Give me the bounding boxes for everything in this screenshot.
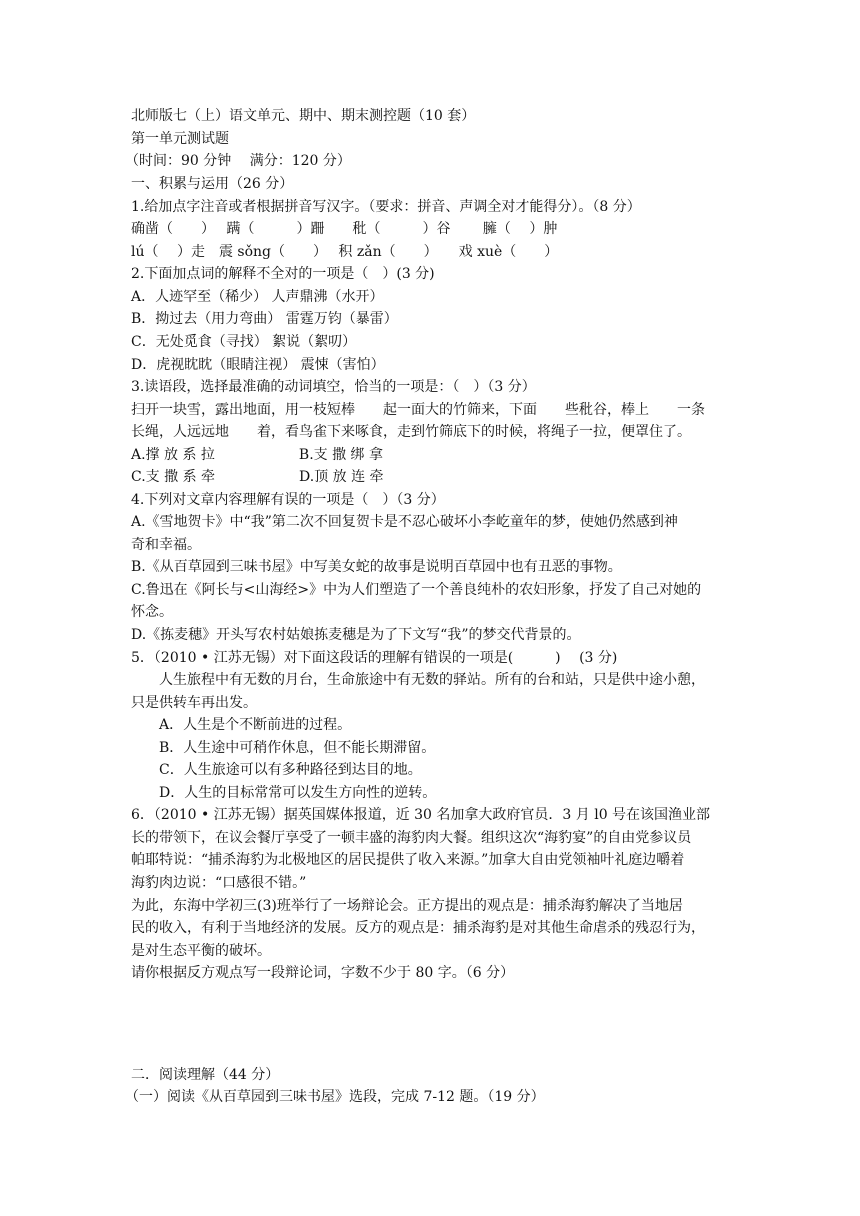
reading-subheading: （一）阅读《从百草园到三味书屋》选段，完成 7-12 题。（19 分） <box>125 1089 545 1105</box>
question-6-prompt: 请你根据反方观点写一段辩论词，字数不少于 80 字。（6 分） <box>131 965 515 981</box>
option: B．拗过去（用力弯曲） 雷霆万钧（暴雷） <box>131 311 398 327</box>
option: D.《拣麦穗》开头写农村姑娘拣麦穗是为了下文写“我”的梦交代背景的。 <box>131 627 581 643</box>
question-2: 2.下面加点词的解释不全对的一项是（ ）(3 分) <box>131 266 435 282</box>
passage-line: 民的收入，有利于当地经济的发展。反方的观点是：捕杀海豹是对其他生命虐杀的残忍行为， <box>131 920 705 936</box>
option: A．人生是个不断前进的过程。 <box>131 717 352 733</box>
section-heading: 二．阅读理解（44 分） <box>131 1067 280 1083</box>
passage-line: 只是供转车再出发。 <box>131 695 257 711</box>
option: D．虎视眈眈（眼睛注视） 震悚（害怕） <box>131 357 385 373</box>
passage-line: 是对生态平衡的破坏。 <box>131 943 271 959</box>
question-1-line: 确凿（ ） 蹒（ ）跚 秕（ ）谷 臃（ ）肿 <box>131 221 558 237</box>
option: B．人生途中可稍作休息，但不能长期滞留。 <box>131 740 436 756</box>
question-5: 5．（2010 • 江苏无锡）对下面这段话的理解有错误的一项是( ) (3 分) <box>131 650 618 666</box>
option: A.《雪地贺卡》中“我”第二次不回复贺卡是不忍心破坏小李屹童年的梦，使她仍然感到神 <box>131 514 678 530</box>
option: B.《从百草园到三味书屋》中写美女蛇的故事是说明百草园中也有丑恶的事物。 <box>131 559 622 575</box>
passage-line: 扫开一块雪，露出地面，用一枝短棒 起一面大的竹筛来，下面 些秕谷，棒上 一条 <box>131 402 705 418</box>
passage-line: 人生旅程中有无数的月台，生命旅途中有无数的驿站。所有的台和站，只是供中途小憩， <box>131 672 705 688</box>
unit-title: 第一单元测试题 <box>131 131 229 147</box>
exam-time: （时间：90 分钟 满分：120 分） <box>125 153 351 169</box>
option: 奇和幸福。 <box>131 537 201 553</box>
section-heading: 一、积累与运用（26 分） <box>131 176 294 192</box>
option: A.撑 放 系 拉 B.支 撒 绑 拿 <box>131 447 383 463</box>
option: D．人生的目标常常可以发生方向性的逆转。 <box>131 785 437 801</box>
passage-line: 海豹肉边说：“口感很不错。” <box>131 875 307 891</box>
passage-line: 长的带领下，在议会餐厅享受了一顿丰盛的海豹肉大餐。组织这次“海豹宴”的自由党参议员 <box>131 830 692 846</box>
question-4: 4.下列对文章内容理解有误的一项是（ ）（3 分） <box>131 492 445 508</box>
passage-line: 为此，东海中学初三(3)班举行了一场辩论会。正方提出的观点是：捕杀海豹解决了当地居 <box>131 898 683 914</box>
question-6: 6．（2010 • 江苏无锡）据英国媒体报道，近 30 名加拿大政府官员．3 月 l0 号在该国渔业部 <box>131 807 711 823</box>
question-1: 1.给加点字注音或者根据拼音写汉字。（要求：拼音、声调全对才能得分）。（8 分） <box>131 199 641 215</box>
option: C．人生旅途可以有多种路径到达目的地。 <box>131 762 422 778</box>
question-1-line: lú（ ）走 震 sǒng（ ） 积 zǎn（ ） 戏 xuè（ ） <box>131 244 559 260</box>
option: C.支 撒 系 牵 D.顶 放 连 牵 <box>131 469 384 485</box>
option: C.鲁迅在《阿长与<山海经>》中为人们塑造了一个善良纯朴的农妇形象，抒发了自己对她的 <box>131 582 702 598</box>
passage-line: 长绳，人远远地 着，看鸟雀下来啄食，走到竹筛底下的时候，将绳子一拉，便罩住了。 <box>131 424 691 440</box>
option: 怀念。 <box>131 604 173 620</box>
question-3: 3.读语段，选择最准确的动词填空，恰当的一项是：（ ）（3 分） <box>131 379 536 395</box>
option: C．无处觅食（寻找） 絮说（絮叨） <box>131 334 357 350</box>
doc-title: 北师版七（上）语文单元、期中、期末测控题（10 套） <box>131 108 476 124</box>
passage-line: 帕耶特说：“捕杀海豹为北极地区的居民提供了收入来源。”加拿大自由党领袖叶礼庭边嚼着 <box>131 852 685 868</box>
option: A．人迹罕至（稀少） 人声鼎沸（水开） <box>131 289 384 305</box>
